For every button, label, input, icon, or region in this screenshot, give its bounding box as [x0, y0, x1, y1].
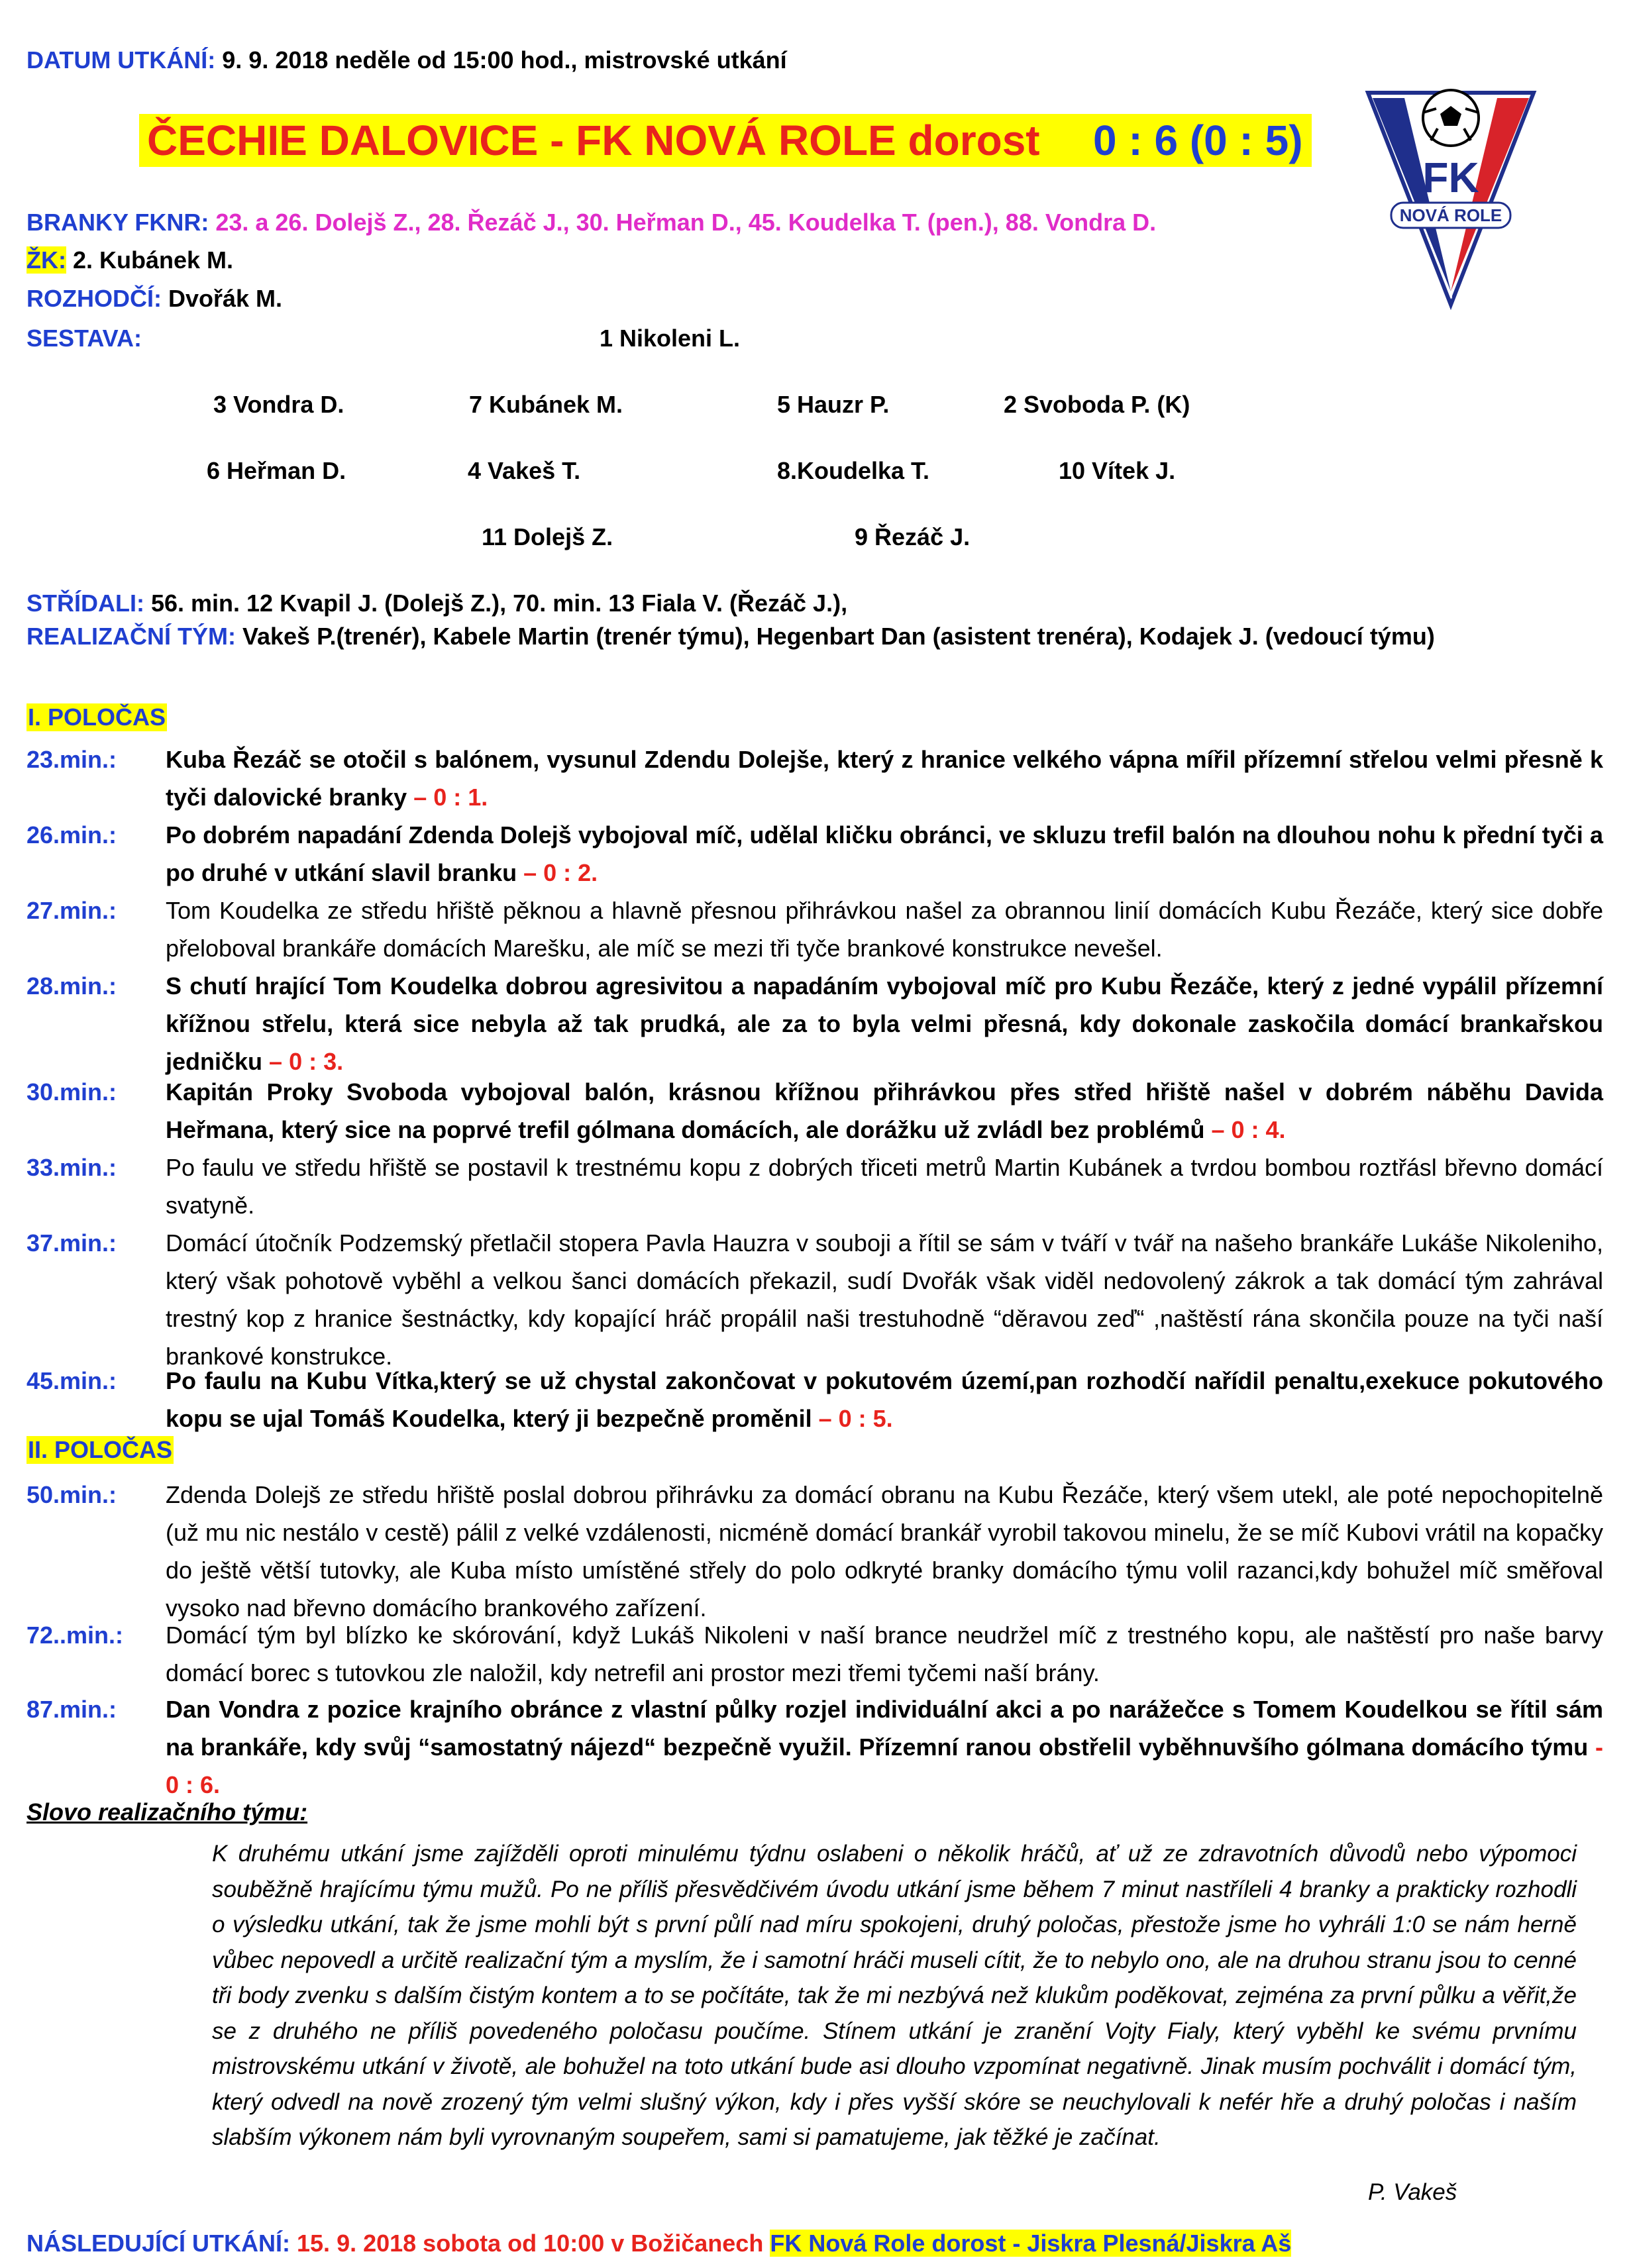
next-match-label: NÁSLEDUJÍCÍ UTKÁNÍ: — [26, 2230, 291, 2257]
comment-title: Slovo realizačního týmu: — [26, 1798, 308, 1826]
event-time: 37.min.: — [26, 1229, 117, 1257]
match-date — [26, 46, 787, 74]
event-time: 30.min.: — [26, 1078, 117, 1106]
event-text: S chutí hrající Tom Koudelka dobrou agresivitou a napadáním vybojoval míč pro Kubu Řezáče, který z jedné vypálil přízemní křížnou střelu, která sice nebyla až tak prudká, ale za to byla velmi přesná, kdy dokonale zaskočila domácí brankařskou jedničku — [166, 972, 1603, 1075]
event-30 — [26, 1073, 1603, 1149]
event-text: Po faulu na Kubu Vítka,který se už chystal zakončovat v pokutovém území,pan rozhodčí nařídil penaltu,exekuce pokutového kopu se ujal Tomáš Koudelka, který ji bezpečně proměnil — [166, 1367, 1603, 1432]
lineup-player: 8.Koudelka T. — [777, 457, 930, 484]
subs-line — [26, 590, 847, 617]
event-text: Kapitán Proky Svoboda vybojoval balón, krásnou křížnou přihrávkou přes střed hřiště našel v dobrém náběhu Davida Heřmana, který sice na poprvé trefil gólmana domácích, ale dorážku už zvládl bez problémů — [166, 1078, 1603, 1143]
lineup-player: 2 Svoboda P. (K) — [1004, 391, 1190, 418]
goals-value: 23. a 26. Dolejš Z., 28. Řezáč J., 30. Heřman D., 45. Koudelka T. (pen.), 88. Vondra D. — [209, 209, 1157, 236]
referee-line — [26, 285, 282, 313]
yellow-cards-line — [26, 246, 233, 274]
logo-fk-text: FK — [1422, 154, 1479, 201]
event-text: Po dobrém napadání Zdenda Dolejš vybojoval míč, udělal kličku obránci, ve skluzu trefil balón na dlouhou nohu k přední tyči a po druhé v utkání slavil branku — [166, 821, 1603, 886]
event-time: 23.min.: — [26, 746, 117, 773]
event-50 — [26, 1476, 1603, 1627]
subs-value: 56. min. 12 Kvapil J. (Dolejš Z.), 70. min. 13 Fiala V. (Řezáč J.), — [144, 590, 848, 617]
event-23 — [26, 741, 1603, 816]
lineup-goalkeeper: 1 Nikoleni L. — [600, 325, 741, 352]
event-time: 87.min.: — [26, 1696, 117, 1723]
lineup-player: 6 Heřman D. — [207, 457, 346, 484]
team-value: Vakeš P.(trenér), Kabele Martin (trenér týmu), Hegenbart Dan (asistent trenéra), Kodajek J. (vedoucí týmu) — [235, 623, 1435, 650]
event-score: – 0 : 5. — [812, 1405, 893, 1432]
match-title: ČECHIE DALOVICE - FK NOVÁ ROLE dorost — [147, 117, 1040, 164]
goals-label: BRANKY FKNR: — [26, 209, 209, 236]
lineup-player: 11 Dolejš Z. — [482, 523, 613, 550]
second-half-heading: II. POLOČAS — [28, 1436, 173, 1463]
event-score: – 0 : 4. — [1204, 1116, 1286, 1143]
event-27 — [26, 892, 1603, 967]
event-score: – 0 : 1. — [407, 784, 488, 811]
event-37 — [26, 1224, 1603, 1375]
goals-line — [26, 209, 1156, 236]
match-score: 0 : 6 (0 : 5) — [1093, 117, 1303, 164]
first-half-heading: I. POLOČAS — [28, 703, 166, 731]
event-time: 28.min.: — [26, 972, 117, 1000]
event-text: Tom Koudelka ze středu hřiště pěknou a hlavně přesnou přihrávkou našel za obrannou linií domácích Kubu Řezáče, který sice dobře přeloboval brankáře domácích Marešku, ale míč se mezi tři tyče brankové konstrukce nevešel. — [166, 897, 1603, 962]
date-value: 9. 9. 2018 neděle od 15:00 hod., mistrovské utkání — [215, 46, 787, 74]
event-time: 72..min.: — [26, 1622, 124, 1649]
lineup-player: 3 Vondra D. — [213, 391, 344, 418]
team-label: REALIZAČNÍ TÝM: — [26, 623, 236, 650]
event-time: 26.min.: — [26, 821, 117, 849]
event-text: Dan Vondra z pozice krajního obránce z vlastní půlky rozjel individuální akci a po narážečce s Tomem Koudelkou se řítil sám na brankáře, kdy svůj “samostatný nájezd“ bezpečně využil. Přízemní ranou obstřelil vyběhnuvšího gólmana domácího týmu — [166, 1696, 1603, 1761]
event-time: 27.min.: — [26, 897, 117, 924]
event-time: 33.min.: — [26, 1154, 117, 1181]
referee-value: Dvořák M. — [161, 285, 283, 312]
event-72 — [26, 1616, 1603, 1692]
lineup-player: 5 Hauzr P. — [777, 391, 890, 418]
lineup-player: 7 Kubánek M. — [469, 391, 623, 418]
event-text: Po faulu ve středu hřiště se postavil k trestnému kopu z dobrých třiceti metrů Martin Kubánek a tvrdou bombou roztřásl břevno domácí svatyně. — [166, 1154, 1603, 1219]
yellow-label: ŽK: — [26, 246, 66, 274]
next-match-value: 15. 9. 2018 sobota od 10:00 v Božičanech — [290, 2230, 770, 2257]
event-time: 45.min.: — [26, 1367, 117, 1394]
event-28 — [26, 967, 1603, 1080]
event-text: Domácí tým byl blízko ke skórování, když Lukáš Nikoleni v naší brance neudržel míč z trestného kopu, ale naštěstí pro naše barvy domácí borec s tutovkou zle naložil, kdy netrefil ani prostor mezi třemi tyčemi naší brány. — [166, 1622, 1603, 1686]
subs-label: STŘÍDALI: — [26, 590, 144, 617]
match-title-box — [139, 114, 1312, 167]
event-text: Kuba Řezáč se otočil s balónem, vysunul Zdendu Dolejše, který z hranice velkého vápna mířil přízemní střelou velmi přesně k tyči dalovické branky — [166, 746, 1603, 811]
club-logo — [1365, 79, 1537, 311]
comment-signature: P. Vakeš — [1368, 2179, 1457, 2205]
event-score: – 0 : 3. — [262, 1048, 344, 1075]
event-text: Zdenda Dolejš ze středu hřiště poslal dobrou přihrávku za domácí obranu na Kubu Řezáče, který všem utekl, ale poté nepochopitelně (už mu nic nestálo v cestě) pálil z velké vzdálenosti, nicméně domácí brankář vyrobil takovou minelu, že se míč Kubovi vrátil na kopačky do ještě větší tutovky, ale Kuba místo umístěné střely do polo odkryté branky domácího týmu volil razanci,kdy bohužel míč směřoval vysoko nad břevno domácího brankového zařízení. — [166, 1481, 1603, 1622]
team-line — [26, 623, 1435, 650]
date-label: DATUM UTKÁNÍ: — [26, 46, 216, 74]
lineup-player: 9 Řezáč J. — [855, 523, 971, 550]
logo-club-text: NOVÁ ROLE — [1399, 205, 1502, 225]
lineup-player: 10 Vítek J. — [1059, 457, 1176, 484]
event-33 — [26, 1149, 1603, 1224]
next-match-line — [26, 2230, 1291, 2257]
event-score: – 0 : 2. — [517, 859, 598, 886]
event-time: 50.min.: — [26, 1481, 117, 1508]
comment-text: K druhému utkání jsme zajížděli oproti minulému týdnu oslabeni o několik hráčů, ať už ze zdravotních důvodů nebo výpomoci souběžně hrajícímu týmu mužů. Po ne příliš přesvědčivém úvodu utkání jsme během 7 minut nastříleli 4 branky a prakticky rozhodli o výsledku utkání, tak že jsme mohli být s první půlí nad míru spokojeni, druhý poločas, přestože jsme ho vyhráli 1:0 se nám herně vůbec nepovedl a určitě realizační tým a myslím, že i samotní hráči museli cítit, že to nebylo ono, ale na druhou stranu jsou to cenné tři body zvenku s dalším čistým kontem a to se počítáte, tak že mi nezbývá než klukům poděkovat, zejména za první půlku a věřit,že se z druhého ne příliš povedeného poločasu poučíme. Stínem utkání je zranění Vojty Fialy, který vyběhl ke svému prvnímu mistrovskému utkání v životě, ale bohužel na toto utkání bude asi dlouho vzpomínat negativně. Jinak musím pochválit i domácí tým, který odvedl na nově zrozený tým velmi slušný výkon, kdy i přes vyšší skóre se neuchylovali k nefér hře a druhý poločas i naším slabším výkonem nám byli vyrovnaným soupeřem, sami si pamatujeme, jak těžké je začínat. — [212, 1841, 1577, 2150]
event-45 — [26, 1362, 1603, 1437]
referee-label: ROZHODČÍ: — [26, 285, 162, 312]
event-26 — [26, 816, 1603, 892]
lineup-label: SESTAVA: — [26, 325, 142, 352]
next-match-teams: FK Nová Role dorost - Jiskra Plesná/Jiskra Aš — [770, 2230, 1292, 2257]
lineup-player: 4 Vakeš T. — [468, 457, 581, 484]
event-87 — [26, 1690, 1603, 1804]
event-score: - 0 : 6. — [166, 1733, 1603, 1798]
event-text: Domácí útočník Podzemský přetlačil stopera Pavla Hauzra v souboji a řítil se sám v tváří v tvář na našeho brankáře Lukáše Nikoleniho, který však pohotově vyběhl a velkou šanci domácích překazil, sudí Dvořák však viděl nedovolený zákrok a tak domácí tým zahrával trestný kop z hranice šestnáctky, kdy kopající hráč propálil naši trestuhodně “děravou zeď“ ,naštěstí rána skončila pouze na tyči naší brankové konstrukce. — [166, 1229, 1603, 1370]
yellow-value: 2. Kubánek M. — [66, 246, 234, 274]
